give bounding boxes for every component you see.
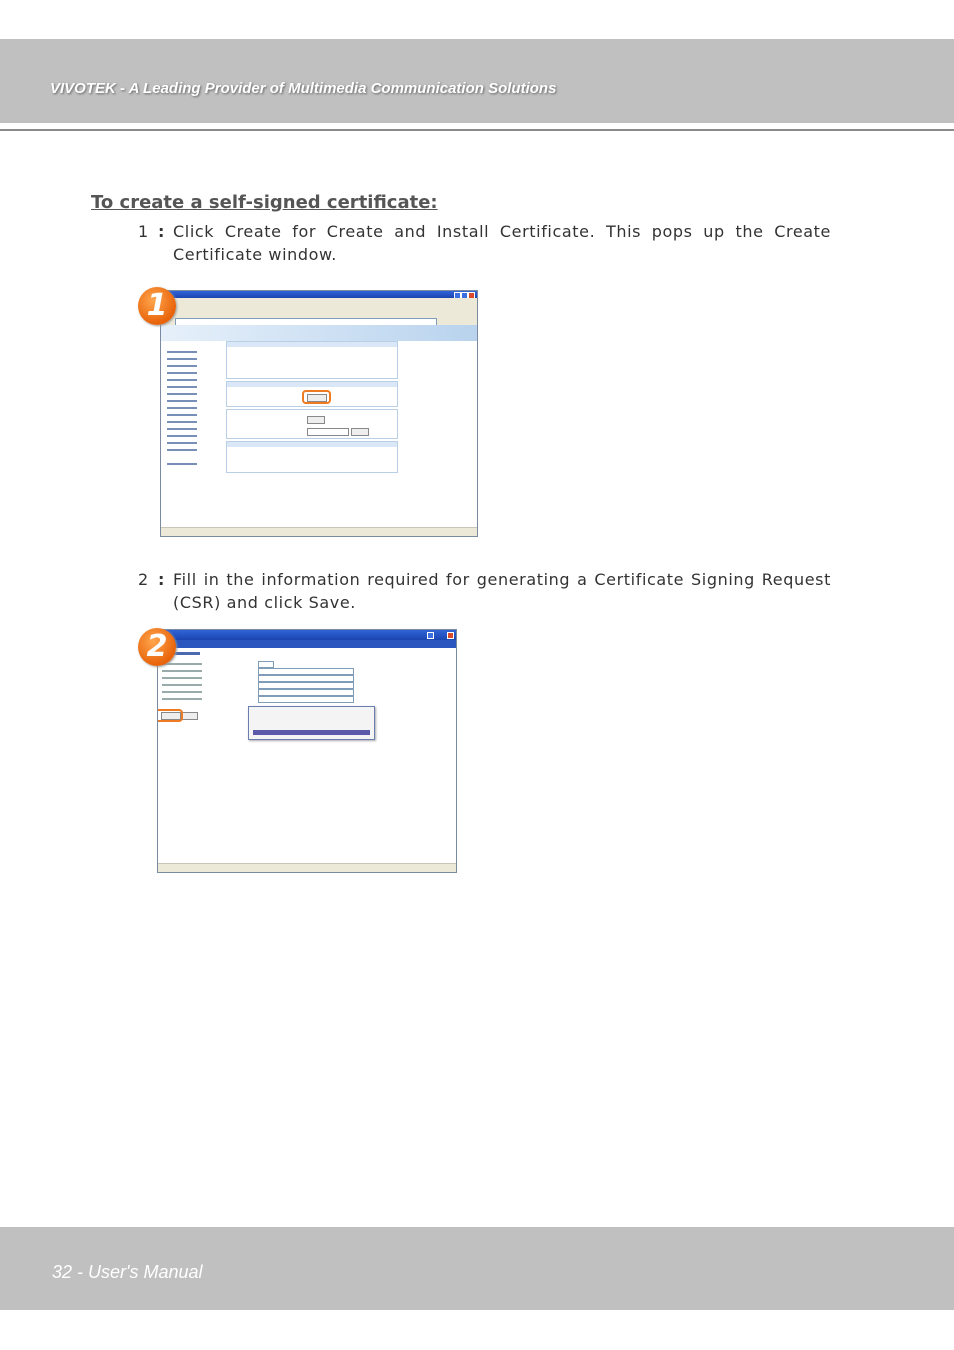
close-icon (447, 632, 454, 639)
nav-item (167, 421, 197, 423)
form-label (162, 670, 202, 672)
locality-field[interactable] (258, 675, 354, 682)
form-label (162, 691, 202, 693)
certificate-info-panel (226, 441, 398, 473)
form-header (158, 640, 456, 648)
progress-bar (253, 730, 370, 735)
step-1 (138, 220, 831, 266)
form-label (162, 698, 202, 700)
step-2-badge: 2 (138, 628, 176, 666)
organization-field[interactable] (258, 682, 354, 689)
step-1-badge: 1 (138, 287, 176, 325)
step-2 (138, 568, 831, 614)
https-panel (226, 341, 398, 379)
nav-item (167, 358, 197, 360)
nav-item (167, 379, 197, 381)
status-bar (158, 863, 456, 872)
screenshot-https-config (160, 290, 478, 537)
browse-button[interactable] (351, 428, 369, 436)
form-label (162, 663, 202, 665)
certificate-request-panel (226, 409, 398, 439)
nav-item (167, 351, 197, 353)
step-number: 2 (138, 570, 149, 589)
config-content (226, 341, 396, 466)
page-label: 32 - User's Manual (52, 1262, 203, 1282)
state-field[interactable] (258, 668, 354, 675)
nav-item (167, 393, 197, 395)
nav-item (167, 449, 197, 451)
nav-item (167, 407, 197, 409)
form-label (162, 684, 202, 686)
wait-popup (248, 706, 375, 740)
step-text: Click Create for Create and Install Certificate. This pops up the Create Certificate window. (173, 222, 831, 264)
step-number: 1 (138, 222, 149, 241)
certificate-file-field[interactable] (307, 428, 349, 436)
nav-item (167, 365, 197, 367)
config-banner (161, 325, 477, 341)
unit-field[interactable] (258, 689, 354, 696)
close-button[interactable] (182, 712, 198, 720)
nav-item (167, 463, 197, 465)
nav-item (167, 372, 197, 374)
nav-item (167, 435, 197, 437)
address-bar (161, 317, 477, 325)
browser-toolbar (161, 304, 477, 318)
step-colon: : (158, 222, 165, 241)
create-request-button[interactable] (307, 416, 325, 424)
header-tagline: VIVOTEK - A Leading Provider of Multimedia Communication Solutions (50, 80, 557, 97)
nav-item (167, 400, 197, 402)
section-title: To create a self-signed certificate: (91, 192, 438, 213)
nav-item (167, 386, 197, 388)
common-name-field[interactable] (258, 696, 354, 703)
highlight-ring (302, 390, 331, 404)
highlight-ring (157, 709, 183, 722)
step-colon: : (158, 570, 165, 589)
window-titlebar (161, 291, 477, 298)
nav-item (167, 428, 197, 430)
screenshot-create-certificate (157, 629, 457, 873)
create-install-panel (226, 381, 398, 407)
form-label (162, 677, 202, 679)
minimize-icon (427, 632, 434, 639)
nav-item (167, 414, 197, 416)
status-bar (161, 527, 477, 536)
header-divider (0, 129, 954, 131)
country-field[interactable] (258, 661, 274, 668)
nav-item (167, 442, 197, 444)
step-text: Fill in the information required for generating a Certificate Signing Request (CSR) and click Save. (173, 570, 831, 612)
window-titlebar (158, 630, 456, 640)
config-nav (161, 341, 225, 526)
